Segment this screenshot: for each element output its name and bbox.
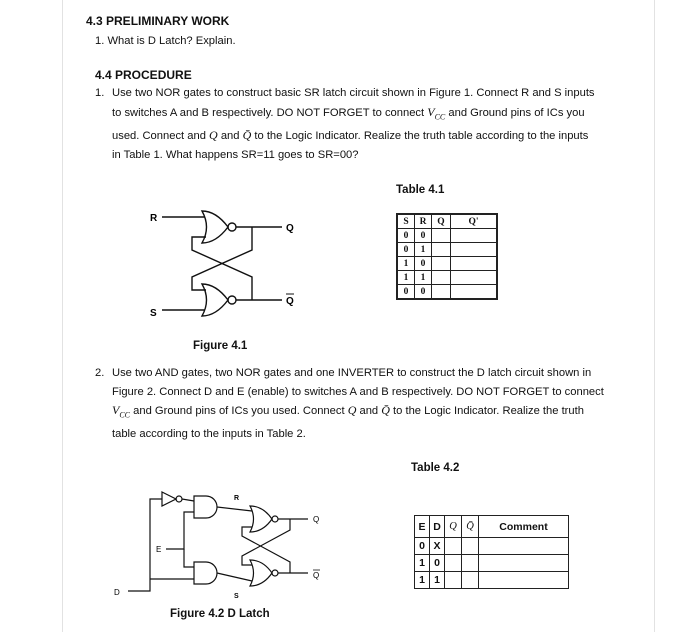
- d-label: D: [114, 588, 120, 597]
- table-41-header-row: [397, 214, 497, 229]
- table-row: 1 1: [397, 271, 497, 285]
- table-row: 0 X: [415, 538, 569, 555]
- table-42: [414, 515, 569, 589]
- sr-latch-diagram: [140, 200, 310, 330]
- inversion-bubble: [228, 223, 236, 231]
- r-label: R: [234, 495, 240, 502]
- page-border-left: [62, 0, 63, 632]
- table-row: 1 0: [397, 257, 497, 271]
- inverter-gate: [162, 492, 176, 506]
- table-42-header: Comment: [479, 516, 569, 538]
- table-42-header-row: [415, 516, 569, 538]
- figure-41-caption: Figure 4.1: [193, 340, 248, 352]
- step-2-paragraph: [112, 364, 622, 443]
- step-2-line-1: Use two AND gates, two NOR gates and one INVERTER to construct the D latch circuit shown in: [112, 367, 592, 379]
- table-42-header: D: [430, 516, 445, 538]
- step-2-line-2: Figure 2. Connect D and E (enable) to switches A and B respectively. DO NOT FORGET to connect: [112, 385, 604, 398]
- and-gate-top: [194, 496, 217, 518]
- question-1: [95, 32, 236, 51]
- table-42-header: Q̄: [462, 516, 479, 538]
- s-label: S: [150, 308, 157, 319]
- question-1-text: What is D Latch? Explain.: [107, 35, 236, 47]
- table-row: 0 0: [397, 285, 497, 300]
- inversion-bubble: [228, 296, 236, 304]
- table-41-header: S: [397, 214, 415, 229]
- table-41-header: R: [415, 214, 432, 229]
- and-gate-bottom: [194, 562, 217, 584]
- e-input-wire: [166, 512, 194, 549]
- nor-gate-bottom: [250, 560, 272, 586]
- step-1-line-1: Use two NOR gates to construct basic SR latch circuit shown in Figure 1. Connect R and S inputs: [112, 87, 595, 99]
- r-label: R: [150, 213, 158, 224]
- e-input-wire: [184, 549, 194, 567]
- table-41-header: Q: [432, 214, 451, 229]
- vcc-symbol: $V_{CC}$: [427, 104, 446, 121]
- table-row: 1 0: [415, 555, 569, 572]
- table-41-caption: Table 4.1: [396, 184, 445, 196]
- table-42-header: Q: [445, 516, 462, 538]
- table-42-caption: Table 4.2: [411, 462, 460, 474]
- and-to-nor-wire: [217, 573, 252, 581]
- q-label: Q: [286, 223, 294, 234]
- step-2-number: 2.: [95, 367, 105, 379]
- q-symbol: Q: [209, 128, 218, 143]
- table-row: 0 1: [397, 243, 497, 257]
- step-2-line-4: table according to the inputs in Table 2.: [112, 427, 306, 440]
- table-41: [396, 213, 498, 300]
- step-1-number: 1.: [95, 87, 105, 99]
- qbar-label: Q: [313, 571, 320, 580]
- e-label: E: [156, 545, 162, 554]
- and-to-nor-wire: [217, 507, 252, 511]
- nor-gate-top: [250, 506, 272, 532]
- nor-gate-bottom: [202, 284, 228, 316]
- step-2-line-3: $V_{CC}$ and Ground pins of ICs you used. Connect Q and Q̄ to the Logic Indicator. Realize the truth: [112, 403, 584, 420]
- table-row: 0 0: [397, 229, 497, 243]
- inverter-to-and-wire: [182, 499, 194, 501]
- table-41-header: Q': [451, 214, 498, 229]
- step-1-line-2: to switches A and B respectively. DO NOT FORGET to connect $V_{CC}$ and Ground pins of ICs you: [112, 104, 585, 121]
- d-latch-diagram: [110, 488, 330, 606]
- inversion-bubble: [272, 516, 278, 522]
- question-1-number: 1.: [95, 35, 105, 47]
- page-border-right: [654, 0, 655, 632]
- section-43-title: 4.3 PRELIMINARY WORK: [86, 14, 230, 28]
- table-row: 1 1: [415, 572, 569, 589]
- qbar-label: Q: [286, 296, 294, 307]
- q-label: Q: [313, 515, 320, 524]
- inversion-bubble: [272, 570, 278, 576]
- figure-42-caption: Figure 4.2 D Latch: [170, 608, 270, 620]
- section-44-title: 4.4 PROCEDURE: [95, 68, 192, 82]
- step-1-line-3: used. Connect and Q and Q̄ to the Logic Indicator. Realize the truth table according to the inputs: [112, 128, 589, 143]
- vcc-symbol: $V_{CC}$: [112, 403, 131, 420]
- nor-gate-top: [202, 211, 228, 243]
- qbar-symbol: Q̄: [381, 403, 390, 417]
- step-1-line-4: in Table 1. What happens SR=11 goes to SR=00?: [112, 148, 359, 161]
- table-42-header: E: [415, 516, 430, 538]
- step-1-paragraph: [112, 84, 622, 164]
- qbar-symbol: Q̄: [242, 128, 252, 143]
- q-symbol: Q: [347, 403, 357, 417]
- s-label: S: [234, 593, 239, 600]
